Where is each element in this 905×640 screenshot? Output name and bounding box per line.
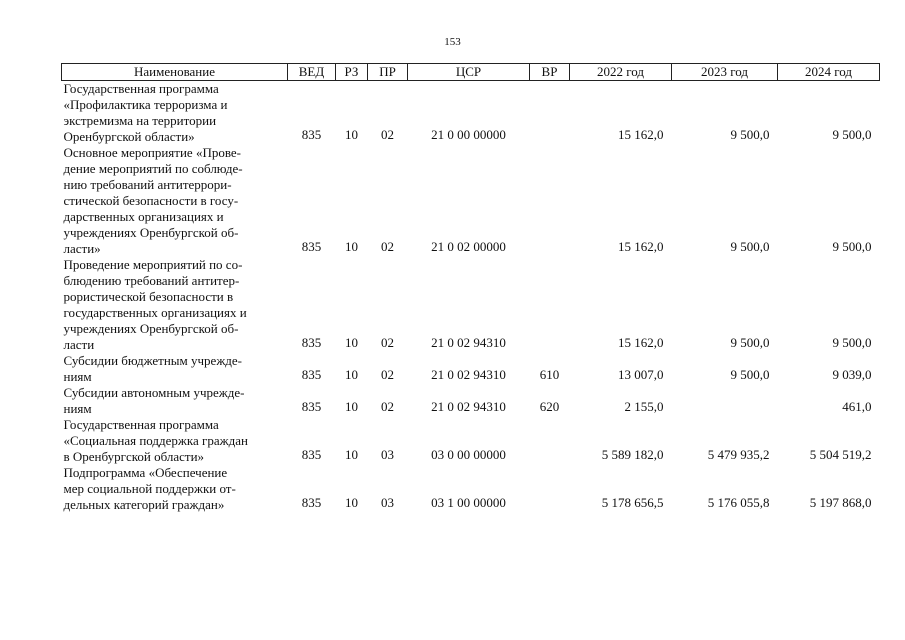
row-name: Проведение мероприятий по со- блюдению требований антитер- рористической безопасности в государственных организациях и учреждениях Оренбургской об- ласти: [63, 257, 247, 352]
row-vr: 620: [539, 399, 560, 414]
row-amount-2022: 5 589 182,0: [601, 447, 664, 462]
row-amount-2024: 9 500,0: [832, 239, 872, 254]
header-vr: ВР: [530, 64, 570, 81]
row-ved: 835: [301, 495, 322, 510]
row-amount-2024: 461,0: [842, 399, 872, 414]
row-rz: 10: [345, 367, 358, 382]
row-rz: 10: [345, 399, 358, 414]
header-name: Наименование: [62, 64, 288, 81]
header-rz: РЗ: [336, 64, 368, 81]
header-2024: 2024 год: [778, 64, 880, 81]
row-ved: 835: [301, 335, 322, 350]
row-ved: 835: [301, 367, 322, 382]
row-csr: 03 1 00 00000: [431, 495, 506, 510]
row-vr: [530, 465, 570, 513]
row-name: Субсидии бюджетным учрежде- ниям: [63, 353, 243, 384]
row-amount-2023: 9 500,0: [730, 239, 770, 254]
row-vr: 610: [539, 367, 560, 382]
row-amount-2023: [672, 385, 778, 417]
page-number: 153: [444, 36, 461, 48]
row-ved: 835: [301, 239, 322, 254]
row-amount-2022: 13 007,0: [618, 367, 664, 382]
row-amount-2023: 5 176 055,8: [707, 495, 770, 510]
row-amount-2024: 9 500,0: [832, 335, 872, 350]
row-pr: 02: [381, 399, 394, 414]
row-vr: [530, 81, 570, 146]
row-rz: 10: [345, 495, 358, 510]
table-row: [62, 417, 880, 465]
header-2023: 2023 год: [672, 64, 778, 81]
row-amount-2022: 15 162,0: [618, 335, 664, 350]
row-amount-2023: 9 500,0: [730, 367, 770, 382]
row-csr: 21 0 02 94310: [431, 335, 506, 350]
row-pr: 02: [381, 127, 394, 142]
table-row: [62, 465, 880, 513]
row-vr: [530, 417, 570, 465]
row-amount-2022: 2 155,0: [624, 399, 664, 414]
row-amount-2022: 15 162,0: [618, 127, 664, 142]
header-pr: ПР: [368, 64, 408, 81]
row-vr: [530, 145, 570, 257]
header-csr: ЦСР: [408, 64, 530, 81]
row-name: Субсидии автономным учрежде- ниям: [63, 385, 245, 416]
header-2022: 2022 год: [570, 64, 672, 81]
table-row: [62, 385, 880, 417]
row-amount-2022: 15 162,0: [618, 239, 664, 254]
row-name: Государственная программа «Социальная поддержка граждан в Оренбургской области»: [63, 417, 248, 464]
row-name: Государственная программа «Профилактика терроризма и экстремизма на территории Оренбургской области»: [63, 81, 228, 144]
row-name: Основное мероприятие «Прове- дение мероприятий по соблюде- нию требований антитеррори- стической безопасности в госу- дарственных организациях и учреждениях Оренбургской об- ласти»: [63, 145, 243, 256]
table-row: [62, 145, 880, 257]
row-ved: 835: [301, 447, 322, 462]
row-amount-2024: 9 500,0: [832, 127, 872, 142]
row-amount-2024: 5 504 519,2: [809, 447, 872, 462]
row-ved: 835: [301, 127, 322, 142]
row-amount-2023: 9 500,0: [730, 127, 770, 142]
table-header: [62, 64, 880, 81]
row-csr: 03 0 00 00000: [431, 447, 506, 462]
row-rz: 10: [345, 335, 358, 350]
row-rz: 10: [345, 447, 358, 462]
table-row: [62, 257, 880, 353]
header-ved: ВЕД: [288, 64, 336, 81]
row-name: Подпрограмма «Обеспечение мер социальной поддержки от- дельных категорий граждан»: [63, 465, 236, 512]
header-row: [62, 64, 880, 81]
row-ved: 835: [301, 399, 322, 414]
row-rz: 10: [345, 127, 358, 142]
row-pr: 03: [381, 447, 394, 462]
row-amount-2023: 9 500,0: [730, 335, 770, 350]
row-csr: 21 0 00 00000: [431, 127, 506, 142]
table-row: [62, 81, 880, 146]
row-rz: 10: [345, 239, 358, 254]
table-body: [62, 81, 880, 514]
budget-table: [61, 63, 880, 513]
row-csr: 21 0 02 94310: [431, 399, 506, 414]
row-amount-2023: 5 479 935,2: [707, 447, 770, 462]
row-amount-2022: 5 178 656,5: [601, 495, 664, 510]
row-vr: [530, 257, 570, 353]
row-pr: 02: [381, 367, 394, 382]
table-row: [62, 353, 880, 385]
row-pr: 02: [381, 239, 394, 254]
row-amount-2024: 9 039,0: [832, 367, 872, 382]
row-csr: 21 0 02 00000: [431, 239, 506, 254]
row-csr: 21 0 02 94310: [431, 367, 506, 382]
row-amount-2024: 5 197 868,0: [809, 495, 872, 510]
row-pr: 03: [381, 495, 394, 510]
row-pr: 02: [381, 335, 394, 350]
